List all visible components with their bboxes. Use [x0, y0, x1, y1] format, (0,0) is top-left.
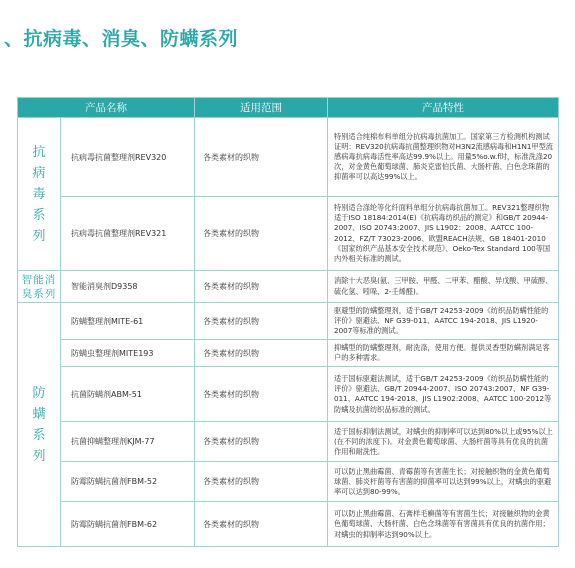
table-row — [18, 197, 559, 271]
product-scope: 各类素材的织物 — [195, 303, 328, 340]
table-row — [18, 303, 559, 340]
product-name: 抗病毒抗菌整理剂REV320 — [61, 118, 195, 197]
product-name: 防霉防螨抗菌剂FBM-52 — [61, 462, 195, 502]
product-feature: 适于国标驱避法测试，适于GB/T 24253-2009《纺织品防螨性能的评价》驱避法、GB/T 20944-2007、ISO 20743:2007、NF G39-011、AATCC 194-2018、JIS L1902:2008、AATCC 100-2012等防螨及抗菌纺织品标准的测试。 — [328, 367, 559, 422]
header-product-name: 产品名称 — [18, 98, 195, 118]
product-name: 防螨虫整理剂MITE193 — [61, 340, 195, 367]
table-row — [18, 118, 559, 197]
product-feature: 可以防止黑曲霉菌、青霉菌等有害菌生长；对接触织物的金黄色葡萄球菌、肺炎杆菌等有害菌的抑菌率可以达到99%以上，对螨虫的驱避率可以达到80-99%。 — [328, 462, 559, 502]
category-label: 防 螨 系 列 — [32, 385, 46, 464]
product-name: 抗菌防螨剂ABM-51 — [61, 367, 195, 422]
table-header-row — [18, 98, 559, 118]
category-label: 抗 病 毒 系 列 — [32, 144, 46, 244]
page-title: 、抗病毒、消臭、防螨系列 — [4, 28, 239, 50]
table-row — [18, 462, 559, 502]
product-feature: 抑螨型的防螨整理剂，耐洗涤，使用方便。提供灵香型防螨剂满足客户的多种需求。 — [328, 340, 559, 367]
table-row — [18, 367, 559, 422]
product-scope: 各类素材的织物 — [195, 340, 328, 367]
product-scope: 各类素材的织物 — [195, 197, 328, 271]
category-deodorant: 智能消臭系列 — [18, 271, 61, 303]
product-feature: 消除十大恶臭(氨、三甲胺、甲醛、二甲苯、醋酸、异戊酸、甲硫醇、硫化氢、吲哚、2-壬烯醛)。 — [328, 271, 559, 303]
product-scope: 各类素材的织物 — [195, 462, 328, 502]
product-name: 防霉防螨抗菌剂FBM-62 — [61, 502, 195, 547]
product-scope: 各类素材的织物 — [195, 118, 328, 197]
product-feature: 可以防止黑曲霉菌、石膏样毛癣菌等有害菌生长；对接触织物的金黄色葡萄球菌、大肠杆菌、白色念珠菌等有害菌具有优良的抗菌作用；对螨虫的抑制率达到90%以上。 — [328, 502, 559, 547]
product-feature: 特别适合涤纶等化纤面料单组分抗病毒抗菌加工。REV321整理织物适于ISO 18184:2014(E)《抗病毒纺织品的测定》和GB/T 20944-2007、ISO 20743:2007、JIS L1902：2008、AATCC 100-2012、FZ/T 73023-2006、欧盟REACH法规、GB 18401-2010《国家纺织产品基本安全技术规范》、Oeko-Tex Standard 100等国内外相关标准的测试。 — [328, 197, 559, 271]
table-row — [18, 502, 559, 547]
product-name: 防螨整理剂MITE-61 — [61, 303, 195, 340]
product-name: 抗病毒抗菌整理剂REV321 — [61, 197, 195, 271]
product-feature: 特别适合纯棉布料单组分抗病毒抗菌加工。国家第三方检测机构测试证明：REV320抗病毒抗菌整理织物对H3N2流感病毒和H1N1甲型流感病毒抗病毒活性率高达99.9%以上。用量5%o.w.f时，标准洗涤20次，对金黄色葡萄球菌、肺炎克雷伯氏菌、大肠杆菌、白色念珠菌的抑菌率可以高达99%以上。 — [328, 118, 559, 197]
product-feature: 适于国标抑制法测试，对螨虫的抑制率可以达到80%以上或95%以上(在不同的浓度下)。对金黄色葡萄球菌、大肠杆菌等具有优良的抗菌作用和耐洗性。 — [328, 422, 559, 462]
product-table — [17, 97, 559, 547]
product-name: 抗菌抑螨整理剂KJM-77 — [61, 422, 195, 462]
table-row — [18, 271, 559, 303]
table-row — [18, 422, 559, 462]
product-scope: 各类素材的织物 — [195, 502, 328, 547]
product-name: 智能消臭剂D9358 — [61, 271, 195, 303]
product-feature: 驱避型的防螨整理剂，适于GB/T 24253-2009《纺织品防螨性能的评价》驱避法、NF G39-011、AATCC 194-2018、JIS L1920-2007等标准的测试。 — [328, 303, 559, 340]
category-antiviral — [18, 118, 61, 271]
product-scope: 各类素材的织物 — [195, 367, 328, 422]
header-scope: 适用范围 — [195, 98, 328, 118]
product-scope: 各类素材的织物 — [195, 422, 328, 462]
product-scope: 各类素材的织物 — [195, 271, 328, 303]
table-row — [18, 340, 559, 367]
header-features: 产品特性 — [328, 98, 559, 118]
category-anti-mite — [18, 303, 61, 547]
